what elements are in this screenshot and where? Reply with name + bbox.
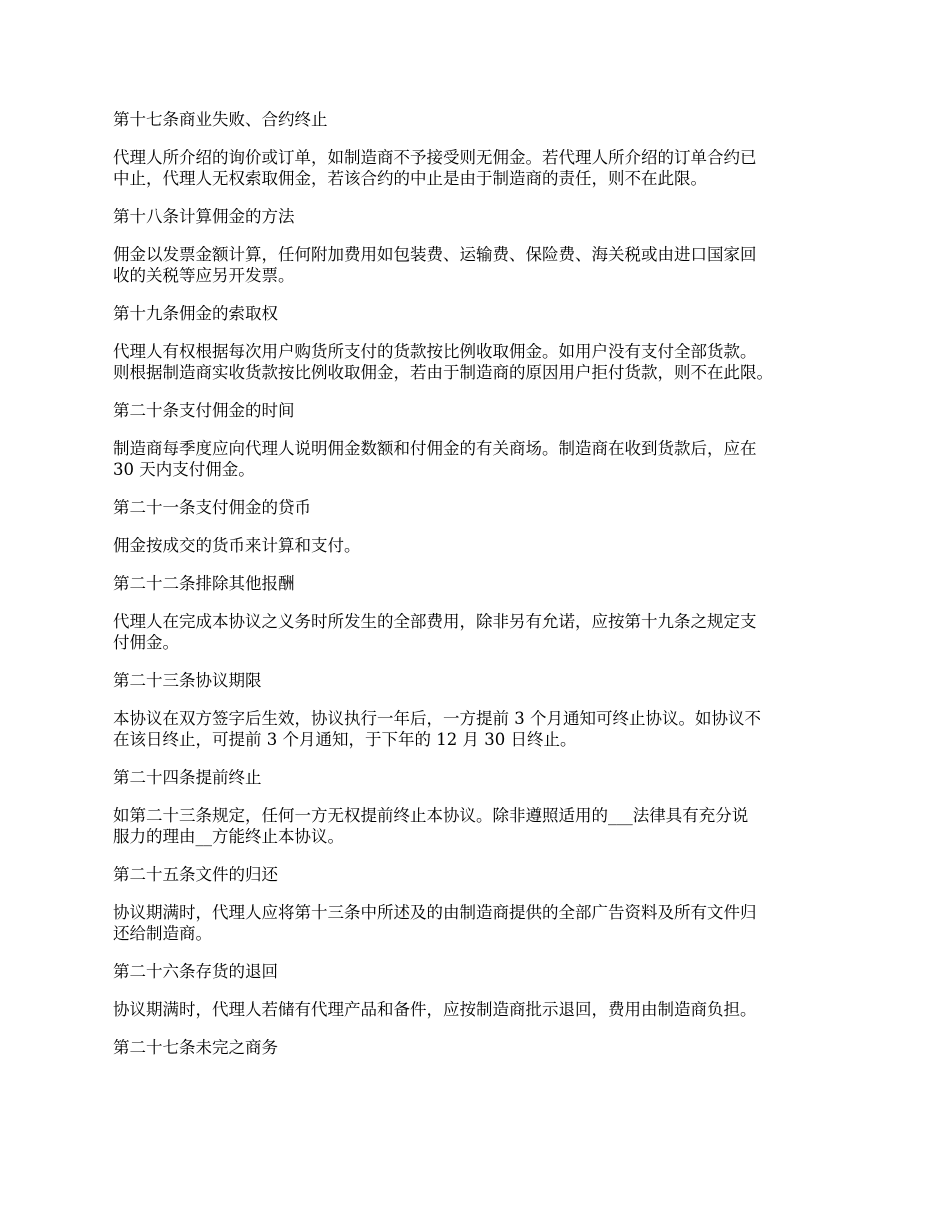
section-heading-23: 第二十三条协议期限 [113, 671, 262, 690]
body-line: 代理人所介绍的询价或订单，如制造商不予接受则无佣金。若代理人所介绍的订单合约已 [113, 148, 757, 167]
body-line: 在该日终止，可提前 3 个月通知，于下年的 12 月 30 日终止。 [113, 730, 577, 749]
body-line: 佣金按成交的货币来计算和支付。 [113, 536, 361, 555]
body-line: 制造商每季度应向代理人说明佣金数额和付佣金的有关商场。制造商在收到货款后，应在 [113, 439, 757, 458]
body-line: 协议期满时，代理人若储有代理产品和备件，应按制造商批示退回，费用由制造商负担。 [113, 1000, 757, 1019]
section-body-17 [113, 147, 853, 189]
body-line: 收的关税等应另开发票。 [113, 266, 295, 285]
body-line: 代理人在完成本协议之义务时所发生的全部费用，除非另有允诺，应按第十九条之规定支 [113, 612, 757, 631]
section-heading-20: 第二十条支付佣金的时间 [113, 401, 295, 420]
body-line: 代理人有权根据每次用户购货所支付的货款按比例收取佣金。如用户没有支付全部货款。 [113, 342, 757, 361]
section-body-23 [113, 708, 853, 750]
section-body-26 [113, 999, 853, 1020]
section-body-21 [113, 535, 853, 556]
body-line: 则根据制造商实收货款按比例收取佣金，若由于制造商的原因用户拒付货款，则不在此限。 [113, 363, 773, 382]
body-line: 付佣金。 [113, 633, 179, 652]
body-line: 中止，代理人无权索取佣金，若该合约的中止是由于制造商的责任，则不在此限。 [113, 169, 707, 188]
section-body-24 [113, 805, 853, 847]
section-body-18 [113, 244, 853, 286]
section-heading-18: 第十八条计算佣金的方法 [113, 207, 295, 226]
body-line: 服力的理由__方能终止本协议。 [113, 827, 344, 846]
section-heading-24: 第二十四条提前终止 [113, 768, 262, 787]
body-line: 佣金以发票金额计算，任何附加费用如包装费、运输费、保险费、海关税或由进口国家回 [113, 245, 757, 264]
section-heading-21: 第二十一条支付佣金的贷币 [113, 498, 311, 517]
body-line: 协议期满时，代理人应将第十三条中所述及的由制造商提供的全部广告资料及所有文件归 [113, 903, 757, 922]
section-body-22 [113, 611, 853, 653]
body-line: 还给制造商。 [113, 924, 212, 943]
document-page [113, 109, 853, 1075]
body-line: 如第二十三条规定，任何一方无权提前终止本协议。除非遵照适用的___法律具有充分说 [113, 806, 749, 825]
section-heading-17: 第十七条商业失败、合约终止 [113, 110, 328, 129]
section-heading-22: 第二十二条排除其他报酬 [113, 574, 295, 593]
section-heading-19: 第十九条佣金的索取权 [113, 304, 278, 323]
section-body-19 [113, 341, 853, 383]
section-heading-25: 第二十五条文件的归还 [113, 865, 278, 884]
body-line: 本协议在双方签字后生效，协议执行一年后，一方提前 3 个月通知可终止协议。如协议不 [113, 709, 761, 728]
body-line: 30 天内支付佣金。 [113, 460, 255, 479]
section-heading-26: 第二十六条存货的退回 [113, 962, 278, 981]
section-body-20 [113, 438, 853, 480]
section-heading-27: 第二十七条未完之商务 [113, 1038, 278, 1057]
section-body-25 [113, 902, 853, 944]
